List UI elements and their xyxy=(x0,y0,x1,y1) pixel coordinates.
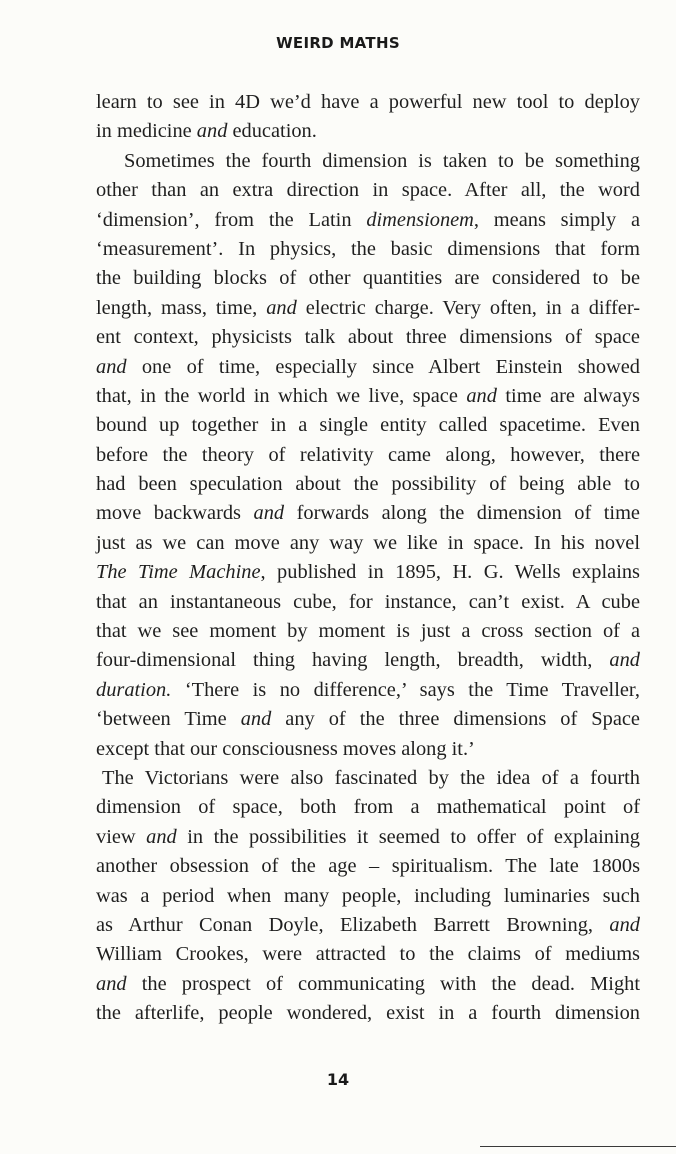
text-line: learn to see in 4D we’d have a powerful new tool to deploy xyxy=(96,91,640,113)
text-line: in medicine and education. xyxy=(96,120,317,143)
text-line: other than an extra direction in space. After all, the word xyxy=(96,179,640,202)
text-line: and one of time, especially since Albert Einstein showed xyxy=(96,355,640,378)
text-line: ent context, physicists talk about three dimensions of space xyxy=(96,326,640,349)
text-line: before the theory of relativity came along, however, there xyxy=(96,443,640,466)
text-line: length, mass, time, and electric charge. Very often, in a differ- xyxy=(96,296,640,319)
text-line: bound up together in a single entity called spacetime. Even xyxy=(96,414,640,437)
text-line: as Arthur Conan Doyle, Elizabeth Barrett Browning, and xyxy=(96,913,640,936)
text-line: ‘dimension’, from the Latin dimensionem, means simply a xyxy=(96,208,640,231)
text-line: four-dimensional thing having length, breadth, width, and xyxy=(96,649,640,672)
text-line: view and in the possibilities it seemed to offer of explaining xyxy=(96,825,641,848)
running-head: WEIRD MATHS xyxy=(276,34,400,52)
text-line: just as we can move any way we like in space. In his novel xyxy=(96,531,640,554)
text-line: The Victorians were also fascinated by the idea of a fourth xyxy=(102,766,640,789)
page-edge-rule xyxy=(480,1146,676,1147)
text-line: ‘measurement’. In physics, the basic dimensions that form xyxy=(96,237,640,260)
text-line: another obsession of the age – spiritualism. The late 1800s xyxy=(96,855,640,878)
text-line: Sometimes the fourth dimension is taken to be something xyxy=(124,149,640,172)
text-line: dimension of space, both from a mathematical point of xyxy=(96,796,640,819)
text-line: was a period when many people, including luminaries such xyxy=(96,884,640,907)
text-line: and the prospect of communicating with the dead. Might xyxy=(96,972,640,995)
body-text xyxy=(96,88,640,1029)
text-line: duration. ‘There is no difference,’ says the Time Traveller, xyxy=(96,678,640,701)
text-line: The Time Machine, published in 1895, H. G. Wells explains xyxy=(96,561,640,584)
text-line: that an instantaneous cube, for instance, can’t exist. A cube xyxy=(96,590,640,613)
text-line: the building blocks of other quantities are considered to be xyxy=(96,267,640,290)
page-number: 14 xyxy=(326,1070,350,1089)
text-line: the afterlife, people wondered, exist in a fourth dimension xyxy=(96,1002,640,1025)
text-line: ‘between Time and any of the three dimensions of Space xyxy=(96,708,640,731)
text-line: had been speculation about the possibility of being able to xyxy=(96,473,640,496)
text-line: move backwards and forwards along the dimension of time xyxy=(96,502,640,525)
text-line: that, in the world in which we live, space and time are always xyxy=(96,384,640,407)
text-line: William Crookes, were attracted to the claims of mediums xyxy=(96,943,640,966)
text-line: that we see moment by moment is just a cross section of a xyxy=(96,620,640,643)
text-line: except that our consciousness moves along it.’ xyxy=(96,737,475,760)
